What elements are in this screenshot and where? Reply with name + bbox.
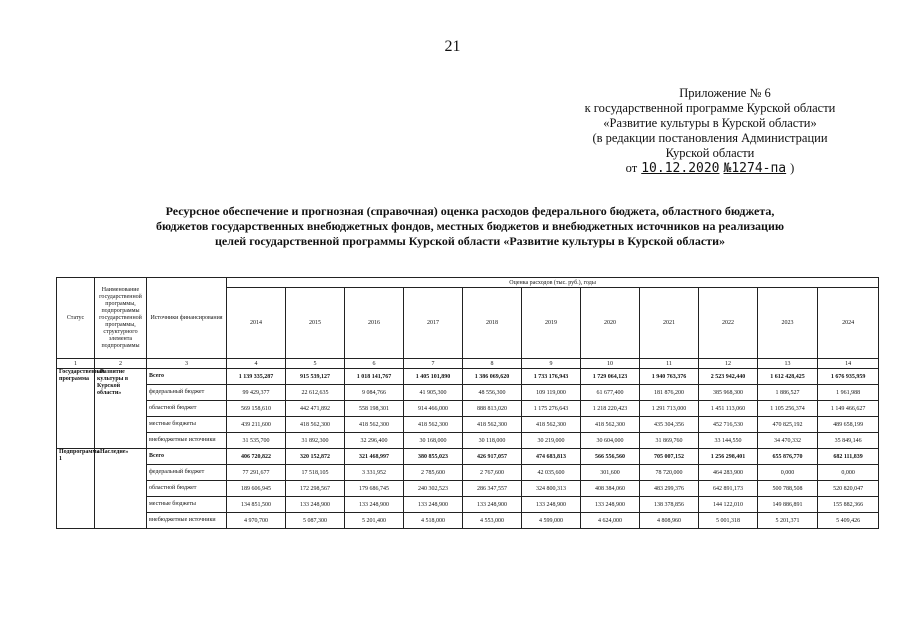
- appendix-header: [560, 86, 860, 176]
- value-cell: 1 405 101,890: [404, 369, 463, 385]
- document-title: [110, 204, 830, 249]
- value-cell: 301,600: [581, 465, 640, 481]
- value-cell: 5 201,400: [345, 513, 404, 529]
- program-name-cell: «Развитие культуры в Курской области»: [95, 369, 147, 449]
- appendix-date-line: [560, 161, 860, 176]
- value-cell: 4 518,000: [404, 513, 463, 529]
- value-cell: 418 562,300: [463, 417, 522, 433]
- value-cell: 435 304,356: [640, 417, 699, 433]
- value-cell: 5 201,371: [758, 513, 818, 529]
- value-cell: 642 891,173: [699, 481, 758, 497]
- table-row: [57, 497, 879, 513]
- value-cell: 320 152,872: [286, 449, 345, 465]
- value-cell: 1 961,988: [818, 385, 879, 401]
- value-cell: 78 720,000: [640, 465, 699, 481]
- value-cell: 426 917,057: [463, 449, 522, 465]
- source-cell: местные бюджеты: [147, 497, 227, 513]
- value-cell: 1 940 763,376: [640, 369, 699, 385]
- table-row: [57, 401, 879, 417]
- table-row: [57, 449, 879, 465]
- value-cell: 705 007,152: [640, 449, 699, 465]
- value-cell: 99 429,377: [227, 385, 286, 401]
- value-cell: 888 813,020: [463, 401, 522, 417]
- value-cell: 4 808,960: [640, 513, 699, 529]
- col-estimate-header: Оценка расходов (тыс. руб.), годы: [227, 278, 879, 288]
- table-row: [57, 465, 879, 481]
- table-row: [57, 513, 879, 529]
- value-cell: 489 658,199: [818, 417, 879, 433]
- value-cell: 109 119,000: [522, 385, 581, 401]
- value-cell: 520 820,047: [818, 481, 879, 497]
- year-header: 2016: [345, 288, 404, 359]
- value-cell: 2 523 942,440: [699, 369, 758, 385]
- value-cell: 1 139 335,287: [227, 369, 286, 385]
- value-cell: 418 562,300: [286, 417, 345, 433]
- year-header: 2019: [522, 288, 581, 359]
- value-cell: 4 599,000: [522, 513, 581, 529]
- value-cell: 439 211,600: [227, 417, 286, 433]
- value-cell: 408 384,060: [581, 481, 640, 497]
- value-cell: 2 785,600: [404, 465, 463, 481]
- value-cell: 133 248,900: [522, 497, 581, 513]
- appendix-title: Приложение № 6: [679, 86, 771, 100]
- value-cell: 380 855,023: [404, 449, 463, 465]
- value-cell: 1 676 935,959: [818, 369, 879, 385]
- value-cell: 2 767,600: [463, 465, 522, 481]
- source-cell: Всего: [147, 369, 227, 385]
- value-cell: 682 111,839: [818, 449, 879, 465]
- value-cell: 149 886,891: [758, 497, 818, 513]
- source-cell: областной бюджет: [147, 401, 227, 417]
- value-cell: 569 158,610: [227, 401, 286, 417]
- value-cell: 500 788,508: [758, 481, 818, 497]
- table-row: [57, 385, 879, 401]
- value-cell: 321 468,997: [345, 449, 404, 465]
- value-cell: 655 876,770: [758, 449, 818, 465]
- value-cell: 61 677,400: [581, 385, 640, 401]
- program-name-cell: «Наследие»: [95, 449, 147, 529]
- col-name-header: Наименование государственной программы, подпрограммы государственной программы, структурного элемента подпрограммы: [95, 278, 147, 359]
- value-cell: 1 886,527: [758, 385, 818, 401]
- appendix-line: (в редакции постановления Администрации: [592, 131, 828, 145]
- value-cell: 4 970,700: [227, 513, 286, 529]
- value-cell: 1 018 141,767: [345, 369, 404, 385]
- value-cell: 324 800,313: [522, 481, 581, 497]
- title-line: бюджетов государственных внебюджетных фондов, местных бюджетов и внебюджетных источников на реализацию: [155, 219, 785, 233]
- value-cell: 464 283,900: [699, 465, 758, 481]
- value-cell: 566 556,560: [581, 449, 640, 465]
- year-header: 2018: [463, 288, 522, 359]
- value-cell: 179 686,745: [345, 481, 404, 497]
- year-header: 2020: [581, 288, 640, 359]
- value-cell: 0,000: [818, 465, 879, 481]
- column-number: 8: [463, 359, 522, 369]
- value-cell: 189 606,945: [227, 481, 286, 497]
- source-cell: внебюджетные источники: [147, 433, 227, 449]
- value-cell: 32 296,400: [345, 433, 404, 449]
- value-cell: 34 470,332: [758, 433, 818, 449]
- value-cell: 1 451 113,060: [699, 401, 758, 417]
- value-cell: 5 001,318: [699, 513, 758, 529]
- year-header: 2024: [818, 288, 879, 359]
- value-cell: 452 716,530: [699, 417, 758, 433]
- value-cell: 30 118,000: [463, 433, 522, 449]
- column-number: 1: [57, 359, 95, 369]
- value-cell: 144 122,010: [699, 497, 758, 513]
- value-cell: 77 291,677: [227, 465, 286, 481]
- column-number: 2: [95, 359, 147, 369]
- value-cell: 1 256 298,401: [699, 449, 758, 465]
- value-cell: 4 553,000: [463, 513, 522, 529]
- column-number: 5: [286, 359, 345, 369]
- header-row: [57, 278, 879, 288]
- value-cell: 1 733 176,943: [522, 369, 581, 385]
- column-number: 7: [404, 359, 463, 369]
- value-cell: 558 198,301: [345, 401, 404, 417]
- value-cell: 286 347,557: [463, 481, 522, 497]
- column-number: 9: [522, 359, 581, 369]
- value-cell: 133 248,900: [286, 497, 345, 513]
- resource-table: [56, 277, 879, 529]
- value-cell: 22 612,635: [286, 385, 345, 401]
- source-cell: федеральный бюджет: [147, 385, 227, 401]
- table-row: [57, 369, 879, 385]
- value-cell: 418 562,300: [581, 417, 640, 433]
- value-cell: 1 175 276,643: [522, 401, 581, 417]
- value-cell: 418 562,300: [522, 417, 581, 433]
- value-cell: 1 729 064,123: [581, 369, 640, 385]
- value-cell: 138 378,856: [640, 497, 699, 513]
- value-cell: 915 539,127: [286, 369, 345, 385]
- appendix-line: «Развитие культуры в Курской области»: [603, 116, 817, 130]
- value-cell: 5 409,426: [818, 513, 879, 529]
- value-cell: 31 535,700: [227, 433, 286, 449]
- value-cell: 474 683,813: [522, 449, 581, 465]
- year-header: 2022: [699, 288, 758, 359]
- value-cell: 31 892,300: [286, 433, 345, 449]
- decree-date: 10.12.2020: [641, 161, 720, 176]
- value-cell: 30 604,000: [581, 433, 640, 449]
- year-header: 2017: [404, 288, 463, 359]
- column-numbers-row: [57, 359, 879, 369]
- date-prefix: от: [625, 161, 638, 175]
- value-cell: 442 471,892: [286, 401, 345, 417]
- table-row: [57, 433, 879, 449]
- value-cell: 41 905,300: [404, 385, 463, 401]
- column-number: 12: [699, 359, 758, 369]
- date-suffix: ): [790, 161, 795, 175]
- year-header: 2015: [286, 288, 345, 359]
- status-cell: Подпрограмма 1: [57, 449, 95, 529]
- column-number: 11: [640, 359, 699, 369]
- column-number: 13: [758, 359, 818, 369]
- year-header: 2023: [758, 288, 818, 359]
- col-status-header: Статус: [57, 278, 95, 359]
- value-cell: 30 168,000: [404, 433, 463, 449]
- appendix-line: Курской области: [665, 146, 755, 160]
- value-cell: 33 144,550: [699, 433, 758, 449]
- value-cell: 470 825,192: [758, 417, 818, 433]
- value-cell: 9 084,766: [345, 385, 404, 401]
- value-cell: 134 851,500: [227, 497, 286, 513]
- value-cell: 133 248,900: [404, 497, 463, 513]
- value-cell: 1 386 069,620: [463, 369, 522, 385]
- title-line: Ресурсное обеспечение и прогнозная (справочная) оценка расходов федерального бюджета, областного бюджета,: [165, 204, 775, 218]
- source-cell: Всего: [147, 449, 227, 465]
- source-cell: федеральный бюджет: [147, 465, 227, 481]
- value-cell: 133 248,900: [581, 497, 640, 513]
- value-cell: 1 105 256,374: [758, 401, 818, 417]
- value-cell: 406 720,822: [227, 449, 286, 465]
- column-number: 3: [147, 359, 227, 369]
- value-cell: 133 248,900: [345, 497, 404, 513]
- col-source-header: Источники финансирования: [147, 278, 227, 359]
- value-cell: 172 298,567: [286, 481, 345, 497]
- source-cell: местные бюджеты: [147, 417, 227, 433]
- source-cell: областной бюджет: [147, 481, 227, 497]
- column-number: 10: [581, 359, 640, 369]
- value-cell: 914 466,000: [404, 401, 463, 417]
- value-cell: 0,000: [758, 465, 818, 481]
- value-cell: 1 149 466,627: [818, 401, 879, 417]
- value-cell: 155 882,366: [818, 497, 879, 513]
- value-cell: 385 968,300: [699, 385, 758, 401]
- value-cell: 240 302,523: [404, 481, 463, 497]
- value-cell: 31 869,760: [640, 433, 699, 449]
- page-number: 21: [444, 38, 461, 55]
- value-cell: 48 556,300: [463, 385, 522, 401]
- year-header: 2021: [640, 288, 699, 359]
- value-cell: 35 849,146: [818, 433, 879, 449]
- value-cell: 42 035,600: [522, 465, 581, 481]
- title-line: целей государственной программы Курской области «Развитие культуры в Курской области»: [214, 234, 725, 248]
- column-number: 4: [227, 359, 286, 369]
- source-cell: внебюджетные источники: [147, 513, 227, 529]
- value-cell: 3 331,952: [345, 465, 404, 481]
- value-cell: 5 087,300: [286, 513, 345, 529]
- value-cell: 4 624,000: [581, 513, 640, 529]
- value-cell: 1 291 713,000: [640, 401, 699, 417]
- column-number: 6: [345, 359, 404, 369]
- column-number: 14: [818, 359, 879, 369]
- value-cell: 418 562,300: [404, 417, 463, 433]
- table-row: [57, 481, 879, 497]
- value-cell: 30 219,000: [522, 433, 581, 449]
- value-cell: 483 299,376: [640, 481, 699, 497]
- value-cell: 1 612 428,425: [758, 369, 818, 385]
- decree-number: №1274-па: [723, 161, 787, 176]
- value-cell: 17 518,105: [286, 465, 345, 481]
- status-cell: Государственная программа: [57, 369, 95, 449]
- value-cell: 133 248,900: [463, 497, 522, 513]
- year-header: 2014: [227, 288, 286, 359]
- appendix-line: к государственной программе Курской области: [584, 101, 836, 115]
- value-cell: 181 876,200: [640, 385, 699, 401]
- value-cell: 1 218 220,423: [581, 401, 640, 417]
- table-row: [57, 417, 879, 433]
- value-cell: 418 562,300: [345, 417, 404, 433]
